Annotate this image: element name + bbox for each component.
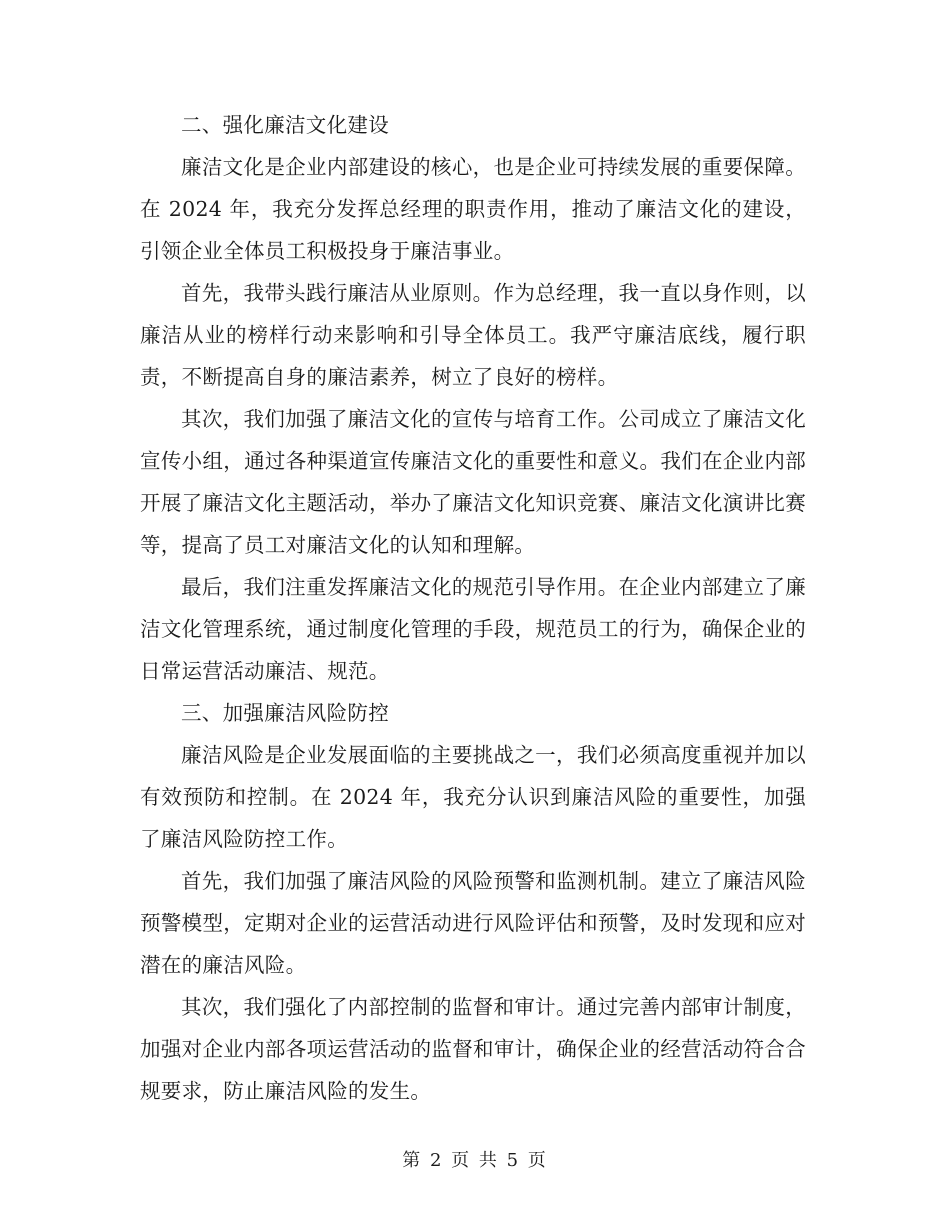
- document-body: [140, 104, 806, 1112]
- section-heading: 三、加强廉洁风险防控: [181, 701, 389, 725]
- paragraph: 其次，我们加强了廉洁文化的宣传与培育工作。公司成立了廉洁文化宣传小组，通过各种渠道宣传廉洁文化的重要性和意义。我们在企业内部开展了廉洁文化主题活动，举办了廉洁文化知识竞赛、廉洁文化演讲比赛等，提高了员工对廉洁文化的认知和理解。: [140, 407, 806, 557]
- paragraph: 廉洁文化是企业内部建设的核心，也是企业可持续发展的重要保障。在 2024 年，我充分发挥总经理的职责作用，推动了廉洁文化的建设，引领企业全体员工积极投身于廉洁事业。: [140, 155, 806, 263]
- page-number-footer: 第 2 页 共 5 页: [402, 1150, 548, 1171]
- section-heading: 二、强化廉洁文化建设: [181, 113, 389, 137]
- paragraph: 首先，我带头践行廉洁从业原则。作为总经理，我一直以身作则，以廉洁从业的榜样行动来影响和引导全体员工。我严守廉洁底线，履行职责，不断提高自身的廉洁素养，树立了良好的榜样。: [140, 281, 806, 389]
- paragraph: 首先，我们加强了廉洁风险的风险预警和监测机制。建立了廉洁风险预警模型，定期对企业的运营活动进行风险评估和预警，及时发现和应对潜在的廉洁风险。: [140, 869, 806, 977]
- paragraph: 最后，我们注重发挥廉洁文化的规范引导作用。在企业内部建立了廉洁文化管理系统，通过制度化管理的手段，规范员工的行为，确保企业的日常运营活动廉洁、规范。: [140, 575, 806, 683]
- paragraph: 廉洁风险是企业发展面临的主要挑战之一，我们必须高度重视并加以有效预防和控制。在 2024 年，我充分认识到廉洁风险的重要性，加强了廉洁风险防控工作。: [140, 743, 806, 851]
- paragraph: 其次，我们强化了内部控制的监督和审计。通过完善内部审计制度，加强对企业内部各项运营活动的监督和审计，确保企业的经营活动符合合规要求，防止廉洁风险的发生。: [140, 995, 806, 1103]
